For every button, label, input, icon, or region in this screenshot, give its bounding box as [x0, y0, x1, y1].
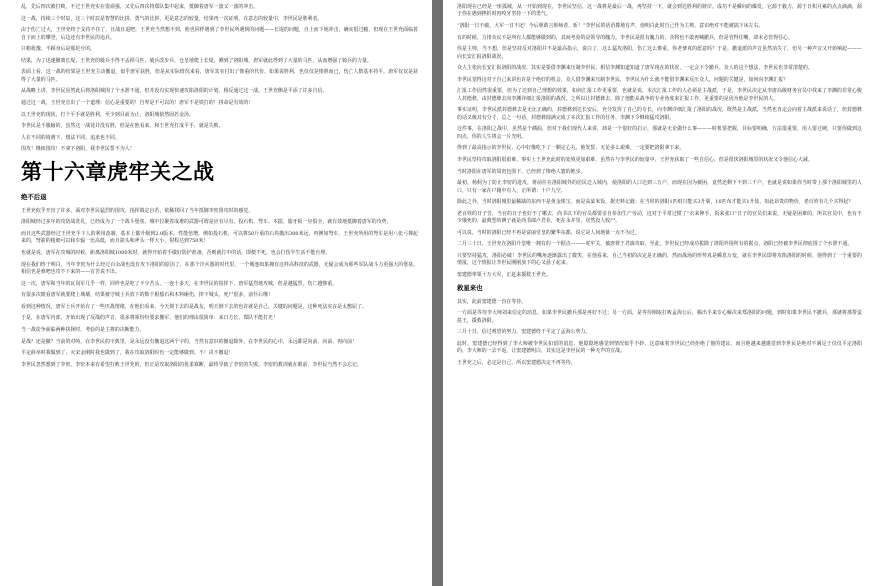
paragraph: 也就是说，唐军在攻城的时候，距离洛阳城1000米时，就得开始着手做好防护准备，否则就打中的话，即便不死，也会打伤半生活不能自理。	[21, 249, 331, 256]
paragraph: 以王世充的现状，打个平手就是胜利，至少到目前为止，洛阳城依然固若金汤。	[21, 111, 194, 118]
paragraph: 平定薛举时我做到了，灭宋金刚时我也做到了，我在攻取洛阳时也一定能够做到。不！决不撤退！	[21, 350, 234, 357]
paragraph: 其实，此前窦建德一直在等待。	[457, 298, 527, 305]
left-book-page	[0, 0, 432, 586]
paragraph: 王世充似乎开窍了许多，面对李世民猛烈的围攻，指挥镇定自若，依稀找回了当年抵御李密围攻时的感觉。	[21, 207, 254, 214]
paragraph: 李世民忽然想到了李密，李密本来有希望打败王世充的，但正是攻取洛阳的优柔寡断，最终导致了李密的失败。李密的教训就在眼前，李世民当然不会忘记。	[21, 361, 362, 368]
chapter-title: 第十六章虎牢关之战	[21, 159, 215, 184]
paragraph: 王世充之后，必定是自己，所以窦建德决定不再等待。	[457, 359, 576, 366]
section-title: 救星来也	[457, 283, 483, 292]
left-bottom-text	[21, 208, 418, 369]
paragraph: 只要坚持猛攻，洛阳必破！李世民的嘴角逐渐露出了微笑，在他看来，自己当初的决定是正确的，然而战场的形势真是瞬息万变，就在李世民即将攻陷洛阳的时候，他得到了一个重要的情报，这个情报让李世民刚刚放下的心又悬了起来。	[457, 252, 862, 267]
paragraph: 而且这些武器经过王世充手下人的利用改制，基本上都升级到2.0版本。性能倍增，例如投石机，可以将50斤重的石块抛出300米远，再例如弩车，王世充所用的弩车是用八张弓撑起来的，弩箭的粗细可以和车辐一比高低，而且箭头和斧头一样大小，射程达到750米！	[21, 230, 418, 245]
paragraph: 看到这种情况，唐军士兵开始有了一些厌战情绪，在他们看来，今天倒下去的是战友，明天倒下去的也许就是自己，关键的问题是，这种死法实在是太憋屈了。	[21, 303, 367, 310]
paragraph: 这件事，在洛阳之战中，虽然是个插曲，但对于我们现代人来讲，却是一个很好的启示，那就是无论做什么事———时机要把握，目标要明确，方法很重要，用人要过硬，只要你做到这四点，你的人生将会一片光明。	[457, 126, 862, 140]
paragraph: 一方面是等待李大师刘来信定的消息，如果李世民撤兵那是再好不过；另一方面，是等待刚取打败孟海公后，腾出手来专心解决来郑洛阳的问题，到时如果李世民不撤兵，那就将那帮蛋挞王，援救洛阳。	[457, 310, 862, 324]
paragraph: 通过这一战，王世充宣出了一个道理：信心是重要的！自卑是不可以的！唐军不是铁打的！拼命是有效的！	[21, 99, 254, 106]
section-title: 绝不后退	[21, 192, 47, 201]
paragraph: 是战？还是撤？当前的对峙，在李世民的字典里，是永远没有撤退这两个字的，当然有意识的撤退除外。在李世民的心中，永远都是向前、向前、再向前！	[21, 338, 357, 345]
paragraph: 除此之外，当时洛阳城里最稀缺的东西不是黄金珠宝，而是高粱米饭，据史料记载：在当时的洛阳1匹绢只能买3升粟，10匹布才能买1升盐，如此昂贵的物价，老百姓有几个买得起？	[457, 199, 854, 206]
paragraph: 于是，在唐军内部，开始出现了反战的声音，很多将领纷纷要求撤军，他们的理由很简单：来日方长，郑队不能打光！	[21, 315, 278, 322]
paragraph: 众人主张向长安汇报洛阳的战况，其实是要借李渊来压制李世民，相信李渊知道知道了唐军现在的状况，一定会下令撤兵。众人的这个想法，李世民也非常清楚的。	[457, 65, 813, 72]
page-gutter	[432, 0, 443, 586]
paragraph: 围攻！继续围攻！不拿下洛阳，我李世民誓不为人！	[21, 146, 135, 153]
paragraph: 现在我们终于明白，当年李密为什么经过百余战也没有攻下洛阳的原因了，在那个冷兵器的时代里，一个城池如果拥有这样高科技的武器，无疑会成为那些军队战斗力更强大的堡垒。相信也是难吧也攻不下来的——有苦说不出。	[21, 261, 418, 275]
paragraph: 洛阳现在已经是一座孤城，从一开始到现在，李世民坚信，这一战将是最后一战，再坚持一下，就会到达胜利的彼岸。成功不是瞬间的爆发，它源于毅力，源于日积月累的点点滴滴，源于你在遇到挫折时再咬牙坚持一下的勇气。	[457, 4, 862, 18]
paragraph: 此时，窦建德已经得到了李大师被李世民扣留的消息，他隐隐地感觉到情况似乎不妙，这意味着李世民已经拒绝了他的建议，而且他越来越感觉到李世民是绝对不满足于仅仅平定洛阳的，李大师的一去不返，让窦建德明白，其实这是李世民的一种无声的宣战。	[457, 340, 862, 355]
paragraph: 汇报工作固然很重要，但为了达到自己理想的效果，如何汇报工作更重要，也就是说，本次汇报工作的人必须是主战派，于是，李世民决定从李唐高级财务官员中找来了李渊的非常心腹人封德彝，由封德彝去向李渊详细汇报洛阳的战况。之所以让封德彝去，除了他能从战争的专业角度来汇报工作，更重要的是因为他是李世民的人。	[457, 88, 862, 102]
paragraph: 乱，先后四次被打败，不过王世充实在很顽强，又先后四次将郑队集中起来，抵御着唐军一波又一波的冲击。	[21, 4, 259, 10]
paragraph: 只稍犹豫，不顾身后是那坨兮的。	[21, 46, 96, 53]
paragraph: 有的时候，力排众议不是所有人都能够做到的，其间考验的是领导的魄力。李世民是很有魄力的，众将也不敢再喊撤兵，但是管得住嘴，却未必管得住心。	[457, 34, 793, 41]
paragraph: 洛阳城经过多年的攻防战洗礼，已经成为了一个战斗堡垒，城中拉聚着成堆的武器可谓是应有尽有。投石机、弩车、木擂、脂牙板一应俱全，就有效地抵御着唐军的攻势。	[21, 219, 392, 226]
paragraph: 老百姓的日子苦，当官的日子也好不了哪去，尚书以下的官员都要亲自参加生产劳动，这对于平常过惯了“衣来伸手，饭来张口”日子的官员们来说，无疑是困难的，所以官员中，也有不少饿死的，最典型的例子就是尚书郎卢君业，死在永并里，居然没人收尸。	[457, 210, 862, 225]
paragraph: 得到了最高指示的李世民，心中好像吃下了一颗定心丸，他发誓，无论多么艰难，一定要把洛阳拿下来。	[457, 145, 685, 152]
paragraph: 这一次，唐军和当年的瓦岗军几乎一样，同样也是吃了不少苦头，一连十多天，在李世民的指挥下，唐军猛烈地攻城，但是越猛烈，伤亡越惨重。	[21, 280, 338, 287]
right-book-page	[443, 0, 874, 586]
left-top-text	[21, 4, 418, 154]
paragraph: 窦建德率领十万大军，正赶来援救王世充。	[457, 271, 551, 278]
paragraph: 当一战徒争面临两种抉择时，考验的是主将的决断能力。	[21, 326, 145, 333]
paragraph: 从战略上讲，李世民虽然此后将洛阳城围了个水泄不通，但并没有实现快速攻陷洛阳的计划，相反通过这一战，王世充侧是平添了许多自信。	[21, 88, 328, 95]
right-top-text	[457, 4, 862, 279]
paragraph: 最初，杨侗为了防止李密的进攻，将前任在洛阳城外的居民迁入城内，使洛阳的人口达到三万户，而现在因为被困，竟然还剩下不到三千户，也就是说如果你当时带上那个洛阳城里的人口，只有一家在户籍中有人，正所谓：十户九空。	[457, 180, 862, 194]
paragraph: 可以说，当时的洛阳已经不再是富丽堂皇的繁华东都，说它是人间地狱一点不为过。	[457, 229, 640, 236]
paragraph: 表面上看，这一战的结果是王世充主动撤退，似乎唐军获胜，但是从实际情况来看，唐军其实付出了惨重的代价，如果说胜利，也仅仅是惨胜而已，伤亡人数基本持平，唐军仅仅是获得了大量的马匹。	[21, 69, 418, 83]
paragraph: 三月十日，信过观望的努力，窦建德终于平定了孟海公势力。	[457, 329, 591, 336]
paragraph: 结果，为了迅速撤离长堤，王世充的骑兵不得不丢掉马匹，骑兵改步兵，仓皇地爬上长堤，溯到了洛阳城，唐军就此得到了大量的马匹，从而增强了骑兵的力量。	[21, 57, 372, 64]
paragraph: 这一战，持续三个时辰，这三个时辰是智慧的比拼、勇气的比拼，更是意志的较量，结果再一次证明，在意志的较量中，李世民是胜利者。	[21, 15, 323, 22]
paragraph: 李世民坚持攻取洛阳很艰难，事实上王世充此时的处境更加艰难，虽然在与李世民的较量中，王世充获取了一些自信心，但是很快洛阳城里的状况又令他信心大减。	[457, 156, 813, 163]
paragraph: 你是主帅，当不想，但是坚持反对洛阳并不是最高指示，说白了，这么猛攻洛阳，伤亡这么惨重，你老爹真的愿意吗？于是，撤退派的声音虽然消失了，但另一种声音又开始响起———向长安汇报洛阳战况。	[457, 46, 862, 60]
paragraph: 由于伤亡过大，王世充终于支持不住了，且战且退吧，王世充当然想不到，他也同样遇到了李世民所遇到的问题——长堤的问题，自上而下地冲击，确实很过瘾，但现在王世充面临着自下而上的攀登，后边还有李世民的追兵。	[21, 27, 418, 41]
paragraph: “洛阳一日不破，大军一日不还！今后胆敢言班师者，斩！”李世民的话语掷地有声，他明白此时自己作为主帅，意识绝对不能被搞下床左右。	[457, 23, 764, 29]
paragraph: 李世民觉得这对于自己来讲也许是个绝好的机会，众人借李渊来压制李世民，李世民为什么就不能借李渊来反压众人，问题的关键是，如何向李渊汇报？	[457, 76, 789, 83]
paragraph: 李世民是不服输的，虽然这一战徒并没有胜，但是在他看来，和王世充打成平手，就是失败。	[21, 123, 224, 130]
paragraph: 有很多次眼看唐军就要爬上城墙，结果被守城士兵放下的数千根檑石和木料砸伤，摔下城头，死尸很多，前仆后继！	[21, 292, 273, 299]
right-bottom-text	[457, 299, 862, 368]
paragraph: 事实证明，李世民派封德彝去是无比正确的，封德彝到达长安后，充分发挥了自己的专长，向李渊详细汇报了洛阳的战况，既然是主战派，当然也肯定会向着主战派来说话了，但封德彝的话又极其有分寸，总之一句话，封德彝圆满完成了本次汇报工作的任务，李渊下令继续猛攻洛阳。	[457, 107, 862, 121]
paragraph: 人在不同的境遇下，想法不同，追求也不同。	[21, 134, 120, 141]
paragraph: 当时洛阳在唐军的周密包围下，已经到了惨绝人寰的地步。	[457, 168, 586, 175]
paragraph: 二月三十日，王世充在洛阳升堂唯一拥有的一个据点———虎牢关，被唐将王君廓攻取，至此，李世民已经成功拔除了洛阳外围所有的据点，洛阳已经被李世民彻底围了个水泄不通。	[457, 241, 853, 248]
